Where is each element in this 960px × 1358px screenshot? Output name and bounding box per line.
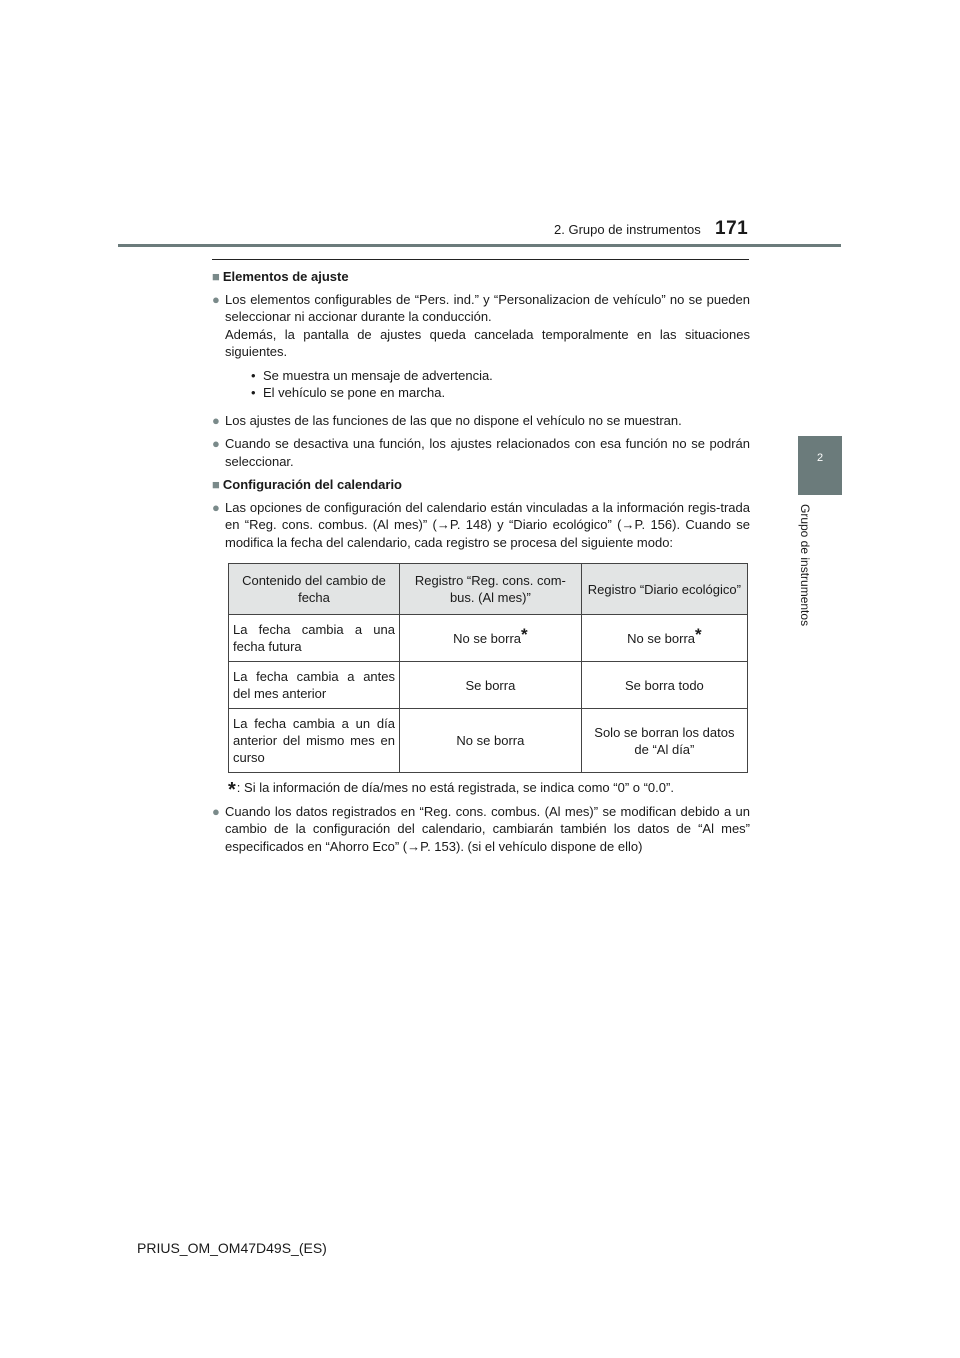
square-bullet-icon: ■ (212, 477, 220, 492)
table-cell: No se borra* (581, 615, 747, 662)
square-bullet-icon: ■ (212, 269, 220, 284)
bullet-item (212, 435, 750, 470)
bullet-text: Las opciones de configuración del calendario están vinculadas a la información regis-trada en “Reg. cons. combus. (Al mes)” (→P. 148) y “Diario ecológico” (→P. 156). Cuando se modifica la fecha del calendario, cada registro se procesa del siguiente modo: (225, 499, 750, 550)
settings-heading: ■ Elementos de ajuste (212, 269, 349, 284)
table-header-cell: Registro “Reg. cons. com-bus. (Al mes)” (400, 564, 582, 615)
side-tab (798, 436, 842, 495)
top-rule (212, 259, 749, 260)
bullet-text: Los ajustes de las funciones de las que no dispone el vehículo no se muestran. (225, 412, 682, 428)
content (212, 268, 750, 861)
page-number: 171 (715, 218, 749, 239)
table-cell: Solo se borran los datos de “Al día” (581, 709, 747, 773)
footnote: * : Si la información de día/mes no está registrada, se indica como “0” o “0.0”. (228, 779, 674, 801)
bullet-text: Cuando los datos registrados en “Reg. cons. combus. (Al mes)” se modifican debido a un cambio de la configuración del calendario, cambiarán también los datos de “Al mes” especificados en “Ahorro Eco” (→P. 153). (si el vehículo dispone de ello) (225, 803, 750, 854)
calendar-table (228, 563, 748, 773)
circle-bullet-icon: ● (212, 436, 220, 451)
table-header-cell: Contenido del cambio de fecha (229, 564, 400, 615)
table-cell: No se borra (400, 709, 582, 773)
circle-bullet-icon: ● (212, 291, 220, 307)
sub-item: • El vehículo se pone en marcha. (251, 385, 446, 400)
circle-bullet-icon: ● (212, 499, 220, 515)
table-cell: Se borra todo (581, 662, 747, 709)
table-cell: La fecha cambia a un día anterior del mismo mes en curso (229, 709, 400, 773)
sub-list (251, 367, 750, 402)
bullet-item (212, 499, 750, 552)
circle-bullet-icon: ● (212, 803, 220, 819)
table-row (229, 615, 748, 662)
bullet-item (212, 412, 750, 430)
bullet-item (212, 291, 750, 406)
bullet-text: Los elementos configurables de “Pers. ind.” y “Personalizacion de vehículo” no se pueden seleccionar ni accionar durante la conducción. (225, 291, 750, 324)
table-cell: La fecha cambia a una fecha futura (229, 615, 400, 662)
circle-bullet-icon: ● (212, 412, 220, 428)
bullet-text: Cuando se desactiva una función, los ajustes relacionados con esa función no se podrán seleccionar. (225, 436, 750, 469)
bullet-item (212, 803, 750, 856)
table-cell: Se borra (400, 662, 582, 709)
doc-code: PRIUS_OM_OM47D49S_(ES) (137, 1240, 327, 1256)
table-row (229, 662, 748, 709)
sub-item: • Se muestra un mensaje de advertencia. (251, 367, 493, 383)
calendar-heading: ■ Configuración del calendario (212, 477, 402, 492)
table-cell: La fecha cambia a antes del mes anterior (229, 662, 400, 709)
side-tab-number: 2 (816, 452, 824, 464)
side-tab-label: Grupo de instrumentos (798, 504, 812, 627)
table-cell: No se borra* (400, 615, 582, 662)
header-rule (118, 244, 841, 247)
section-label: 2. Grupo de instrumentos (554, 222, 701, 237)
table-row (229, 709, 748, 773)
table-header-cell: Registro “Diario ecológico” (581, 564, 747, 615)
table-header-row (229, 564, 748, 615)
bullet-text: Además, la pantalla de ajustes queda cancelada temporalmente en las situaciones siguientes. (225, 326, 750, 359)
